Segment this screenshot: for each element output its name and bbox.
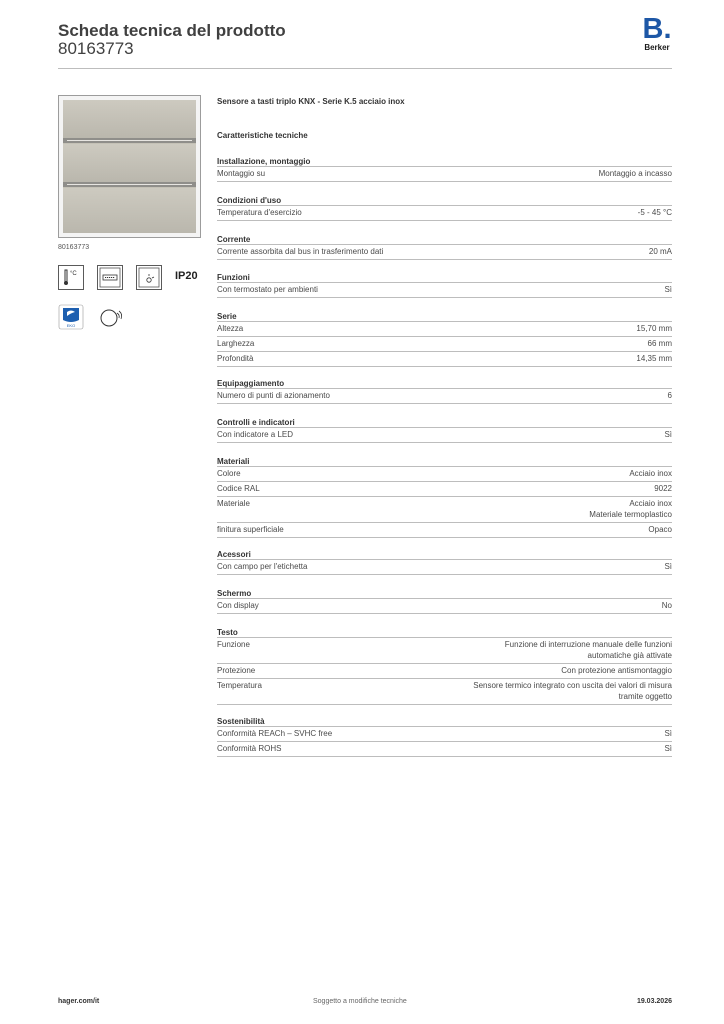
spec-row xyxy=(217,727,672,742)
spec-key: Corrente assorbita dal bus in trasferimento dati xyxy=(217,247,384,256)
knx-system-icon xyxy=(97,304,125,332)
section-title: Sostenibilità xyxy=(217,716,672,727)
spec-row xyxy=(217,283,672,298)
rocker-bottom xyxy=(63,188,196,233)
section-title: Equipaggiamento xyxy=(217,378,672,389)
spec-key: finitura superficiale xyxy=(217,525,284,534)
footer-website: hager.com/it xyxy=(58,998,100,1005)
section-schermo xyxy=(217,588,672,614)
spec-row xyxy=(217,599,672,614)
spec-key: Conformità ROHS xyxy=(217,744,282,753)
section-corrente xyxy=(217,234,672,260)
product-code: 80163773 xyxy=(58,39,134,58)
spec-row xyxy=(217,523,672,538)
rocker-divider xyxy=(63,182,196,187)
page-title: Scheda tecnica del prodotto xyxy=(58,21,286,40)
spec-key: Montaggio su xyxy=(217,169,266,178)
spec-row xyxy=(217,428,672,443)
section-title: Materiali xyxy=(217,456,672,467)
characteristics-heading: Caratteristiche tecniche xyxy=(217,131,308,140)
spec-key: Con indicatore a LED xyxy=(217,430,294,439)
spec-value: No xyxy=(661,601,672,610)
section-condizioni xyxy=(217,195,672,221)
berker-logo-text: Berker xyxy=(644,43,670,52)
spec-value: 20 mA xyxy=(648,247,672,256)
section-materiali xyxy=(217,456,672,538)
spec-key: Con campo per l'etichetta xyxy=(217,562,308,571)
berker-logo-mark: B. xyxy=(642,13,672,45)
spec-value-line: Funzione di interruzione manuale delle funzioni xyxy=(504,640,672,649)
spec-value xyxy=(589,499,672,520)
spec-value: Sì xyxy=(664,744,672,753)
spec-key: Colore xyxy=(217,469,241,478)
spec-row xyxy=(217,679,672,705)
spec-value xyxy=(505,640,672,661)
rocker-middle xyxy=(63,144,196,182)
spec-value-line: tramite oggetto xyxy=(618,691,672,701)
spec-key: Funzione xyxy=(217,640,250,649)
spec-row xyxy=(217,337,672,352)
section-title: Funzioni xyxy=(217,272,672,283)
spec-value: Acciaio inox xyxy=(629,469,672,478)
spec-value: Sì xyxy=(664,729,672,738)
spec-key: Con termostato per ambienti xyxy=(217,285,318,294)
rocker-divider xyxy=(63,138,196,143)
spec-value: Sì xyxy=(664,285,672,294)
footer-date: 19.03.2026 xyxy=(636,998,672,1005)
spec-key: Codice RAL xyxy=(217,484,260,493)
spec-key: Conformità REACh – SVHC free xyxy=(217,729,333,738)
spec-value: -5 - 45 °C xyxy=(637,208,672,217)
temp-unit-label: °C xyxy=(70,271,77,277)
product-image xyxy=(58,95,201,238)
eco-label-icon xyxy=(58,304,84,330)
section-acessori xyxy=(217,549,672,575)
spec-key: Con display xyxy=(217,601,259,610)
spec-row xyxy=(217,352,672,367)
product-name: Sensore a tasti triplo KNX - Serie K.5 acciaio inox xyxy=(217,97,405,106)
spec-row xyxy=(217,638,672,664)
display-icon xyxy=(97,265,123,290)
section-title: Installazione, montaggio xyxy=(217,156,672,167)
section-title: Testo xyxy=(217,627,672,638)
section-testo xyxy=(217,627,672,705)
section-title: Schermo xyxy=(217,588,672,599)
spec-key: Profondità xyxy=(217,354,254,363)
spec-row xyxy=(217,167,672,182)
spec-value: 15,70 mm xyxy=(636,324,672,333)
spec-row xyxy=(217,322,672,337)
header-divider xyxy=(58,68,672,69)
spec-row xyxy=(217,245,672,260)
spec-value: Opaco xyxy=(648,525,672,534)
spec-row xyxy=(217,389,672,404)
spec-row xyxy=(217,742,672,757)
footer-note: Soggetto a modifiche tecniche xyxy=(313,998,407,1005)
spec-value: 6 xyxy=(667,391,672,400)
spec-value: Con protezione antismontaggio xyxy=(561,666,672,675)
spec-value: 66 mm xyxy=(647,339,672,348)
room-sensor-icon xyxy=(136,265,162,290)
section-installazione xyxy=(217,156,672,182)
section-funzioni xyxy=(217,272,672,298)
spec-key: Protezione xyxy=(217,666,256,675)
spec-value: Sì xyxy=(664,430,672,439)
rocker-top xyxy=(63,100,196,138)
section-title: Serie xyxy=(217,311,672,322)
push-button-plate xyxy=(63,100,196,233)
spec-value-line: Materiale termoplastico xyxy=(589,509,672,519)
section-serie xyxy=(217,311,672,367)
spec-key: Larghezza xyxy=(217,339,255,348)
spec-value: 9022 xyxy=(654,484,672,493)
spec-value-line: Sensore termico integrato con uscita dei valori di misura xyxy=(473,681,672,690)
spec-value-line: Acciaio inox xyxy=(629,499,672,508)
spec-row xyxy=(217,664,672,679)
spec-value: Sì xyxy=(664,562,672,571)
section-equipaggiamento xyxy=(217,378,672,404)
section-title: Corrente xyxy=(217,234,672,245)
spec-row xyxy=(217,497,672,523)
spec-row xyxy=(217,482,672,497)
section-controlli xyxy=(217,417,672,443)
spec-row xyxy=(217,560,672,575)
section-sostenibilita xyxy=(217,716,672,757)
spec-value xyxy=(473,681,672,702)
spec-key: Numero di punti di azionamento xyxy=(217,391,330,400)
section-title: Acessori xyxy=(217,549,672,560)
image-caption: 80163773 xyxy=(58,244,90,251)
spec-value: Montaggio a incasso xyxy=(598,169,672,178)
spec-key: Materiale xyxy=(217,499,250,508)
thermometer-icon xyxy=(58,265,84,290)
spec-row xyxy=(217,467,672,482)
spec-key: Altezza xyxy=(217,324,244,333)
berker-logo xyxy=(640,15,674,55)
spec-key: Temperatura xyxy=(217,681,262,690)
spec-key: Temperatura d'esercizio xyxy=(217,208,302,217)
section-title: Condizioni d'uso xyxy=(217,195,672,206)
section-title: Controlli e indicatori xyxy=(217,417,672,428)
ip20-rating: IP20 xyxy=(175,270,198,282)
spec-value: 14,35 mm xyxy=(636,354,672,363)
spec-value-line: automatiche già attivate xyxy=(587,650,672,660)
eco-label-text: EKO xyxy=(66,323,76,328)
spec-row xyxy=(217,206,672,221)
